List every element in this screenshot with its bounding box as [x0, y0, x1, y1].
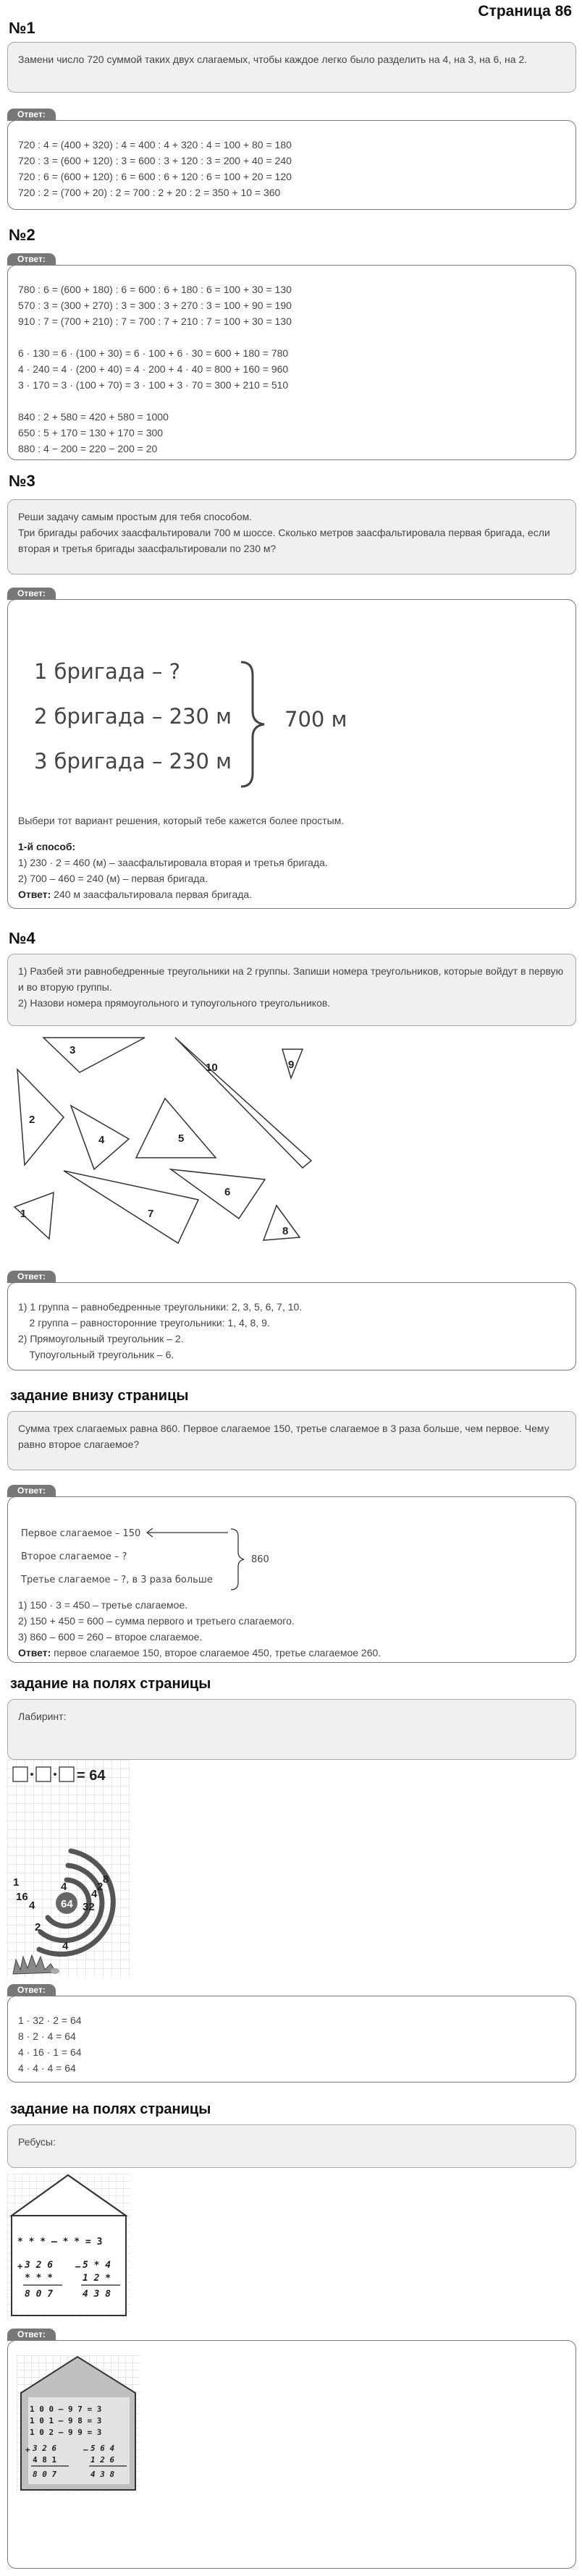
answer-line: 1) 1 группа – равнобедренные треугольники: 2, 3, 5, 6, 7, 10.	[18, 1301, 303, 1313]
maze-number: 4	[91, 1888, 98, 1900]
solution-add-top: 3 2 6	[33, 2444, 57, 2453]
task2-heading: №2	[9, 226, 35, 244]
answer-line: 720 : 4 = (400 + 320) : 4 = 400 : 4 + 320 : 4 = 100 + 80 = 180	[18, 139, 292, 151]
scheme-row-3: Третье слагаемое – ?, в 3 раза больше	[21, 1575, 213, 1585]
task4-answer	[7, 1282, 576, 1370]
solution-step: 2) 150 + 450 = 600 – сумма первого и третьего слагаемого.	[18, 1615, 295, 1627]
triangle-label: 8	[282, 1225, 289, 1237]
triangle-label: 6	[224, 1186, 231, 1198]
answer-label: Ответ:	[18, 889, 51, 900]
task2-answer	[7, 265, 576, 460]
task3-scheme	[18, 616, 565, 804]
solution-add-result: 8 0 7	[33, 2470, 57, 2479]
triangles-figure	[0, 1028, 333, 1266]
answer-line: 2 группа – равносторонние треугольники: 1, 4, 8, 9.	[18, 1317, 270, 1329]
answer-line: Тупоугольный треугольник – 6.	[18, 1349, 174, 1360]
svg-text:–: –	[83, 2445, 88, 2454]
answer-text: первое слагаемое 150, второе слагаемое 450, третье слагаемое 260.	[51, 1647, 381, 1658]
solution-equation: 1 0 1 – 9 8 = 3	[30, 2416, 102, 2425]
bottom-scheme	[18, 1513, 565, 1597]
maze-number: 2	[97, 1881, 104, 1893]
task4-text-line: 2) Назови номера прямоугольного и тупоугольного треугольников.	[18, 997, 331, 1009]
task3-text-line: Три бригады рабочих заасфальтировали 700 м шоссе. Сколько метров заасфальтировала первая бригада, если вторая и третья бригады заасфальтировали по 230 м?	[18, 527, 550, 554]
task1-text: Замени число 720 суммой таких двух слагаемых, чтобы каждое легко было разделить на 4, на 3, на 6, на 2.	[18, 54, 528, 65]
task4-answer-tag: Ответ:	[7, 1271, 56, 1283]
bottom-answer	[7, 1496, 576, 1663]
task3-answer-tag: Ответ:	[7, 588, 56, 600]
margin2-answer-tag: Ответ:	[7, 2329, 56, 2341]
scheme-brace	[235, 659, 279, 789]
rebus-add-top: 3 2 6	[25, 2260, 54, 2271]
answer-line: 840 : 2 + 580 = 420 + 580 = 1000	[18, 411, 169, 423]
margin1-answer-tag: Ответ:	[7, 1984, 56, 1996]
margin1-heading: задание на полях страницы	[10, 1676, 211, 1692]
maze-number: 64	[61, 1898, 73, 1910]
solution-add-mid: 4 8 1	[33, 2455, 57, 2465]
task3-choose-text: Выбери тот вариант решения, который тебе кажется более простым.	[18, 815, 345, 826]
margin2-statement	[7, 2124, 576, 2168]
rebus-solution-figure	[17, 2355, 140, 2493]
answer-line: 1 · 32 · 2 = 64	[18, 2014, 82, 2026]
scheme-total: 860	[251, 1554, 269, 1565]
task3-final-answer	[18, 886, 565, 902]
margin1-statement	[7, 1699, 576, 1760]
bottom-task-text: Сумма трех слагаемых равна 860. Первое слагаемое 150, третье слагаемое в 3 раза больше, чем первое. Чему равно второе слагаемое?	[18, 1423, 549, 1450]
triangle-label: 7	[148, 1208, 154, 1220]
rebus-puzzle-figure	[7, 2174, 130, 2318]
solution-step: 2) 700 – 460 = 240 (м) – первая бригада.	[18, 873, 208, 884]
task3-text-line: Реши задачу самым простым для тебя способом.	[18, 511, 253, 522]
task3-heading: №3	[9, 472, 35, 490]
rebus-add-mid: * * *	[25, 2273, 54, 2284]
maze-number: 1	[13, 1876, 20, 1889]
margin2-answer	[7, 2340, 576, 2569]
triangle-5	[136, 1098, 216, 1158]
answer-line: 780 : 6 = (600 + 180) : 6 = 600 : 6 + 180 : 6 = 100 + 30 = 130	[18, 284, 292, 295]
answer-line: 2) Прямоугольный треугольник – 2.	[18, 1333, 184, 1344]
bottom-task-heading: задание внизу страницы	[10, 1388, 189, 1404]
scheme-row-1: 1 бригада – ?	[34, 659, 180, 684]
maze-number: 32	[83, 1901, 95, 1913]
task4-statement	[7, 954, 576, 1026]
scheme-arrow-brace	[141, 1526, 250, 1591]
answer-line: 4 · 16 · 1 = 64	[18, 2046, 82, 2058]
task1-answer	[7, 120, 576, 210]
bottom-answer-tag: Ответ:	[7, 1485, 56, 1497]
maze-number: 4	[61, 1881, 67, 1893]
equation-boxes	[13, 1767, 106, 1784]
answer-line: 720 : 3 = (600 + 120) : 3 = 600 : 3 + 120 : 3 = 200 + 40 = 240	[18, 155, 292, 166]
answer-label: Ответ:	[18, 1647, 51, 1658]
svg-text:–: –	[75, 2261, 81, 2271]
answer-line: 910 : 7 = (700 + 210) : 7 = 700 : 7 + 210 : 7 = 100 + 30 = 130	[18, 315, 292, 327]
rebus-equation: * * * – * * = 3	[17, 2237, 103, 2247]
solution-sub-top: 5 6 4	[90, 2444, 115, 2453]
solution-step: 3) 860 – 600 = 260 – второе слагаемое.	[18, 1631, 203, 1643]
solution-equation: 1 0 2 – 9 9 = 3	[30, 2428, 102, 2437]
maze-number: 8	[103, 1873, 109, 1886]
solution-equation: 1 0 0 – 9 7 = 3	[30, 2405, 102, 2414]
solution-step: 1) 150 · 3 = 450 – третье слагаемое.	[18, 1599, 188, 1611]
triangle-label: 10	[206, 1062, 218, 1074]
task3-answer	[7, 599, 576, 909]
maze-figure	[7, 1760, 130, 1977]
answer-line: 4 · 4 · 4 = 64	[18, 2062, 76, 2074]
answer-line: 720 : 6 = (600 + 120) : 6 = 600 : 6 + 120 : 6 = 100 + 20 = 120	[18, 171, 292, 182]
answer-line: 4 · 240 = 4 · (200 + 40) = 4 · 200 + 4 · 40 = 800 + 160 = 960	[18, 363, 289, 375]
solution-step: 1) 230 · 2 = 460 (м) – заасфальтировала вторая и третья бригада.	[18, 857, 328, 868]
triangle-2	[17, 1069, 64, 1165]
margin1-answer	[7, 1996, 576, 2083]
triangle-3	[43, 1038, 145, 1072]
answer-line: 720 : 2 = (700 + 20) : 2 = 700 : 2 + 20 : 2 = 350 + 10 = 360	[18, 187, 281, 198]
svg-text:+: +	[17, 2261, 23, 2271]
scheme-row-2: 2 бригада – 230 м	[34, 704, 232, 729]
rebus-sub-top: 5 * 4	[83, 2260, 111, 2271]
task3-statement	[7, 499, 576, 575]
maze-number: 4	[29, 1899, 35, 1912]
maze-number: 4	[62, 1940, 69, 1952]
triangle-7	[64, 1171, 198, 1243]
page-title: Страница 86	[478, 3, 572, 20]
triangle-label: 3	[69, 1044, 76, 1056]
bottom-task-statement	[7, 1411, 576, 1470]
task3-method-title: 1-й способ:	[18, 841, 76, 852]
answer-line: 8 · 2 · 4 = 64	[18, 2030, 76, 2042]
task2-answer-tag: Ответ:	[7, 253, 56, 266]
answer-line: 570 : 3 = (300 + 270) : 3 = 300 : 3 + 270 : 3 = 100 + 90 = 190	[18, 300, 292, 311]
answer-text: 240 м заасфальтировала первая бригада.	[51, 889, 253, 900]
scheme-total: 700 м	[284, 707, 347, 732]
triangle-label: 1	[20, 1208, 27, 1220]
task4-heading: №4	[9, 929, 35, 947]
scheme-row-2: Второе слагаемое – ?	[21, 1551, 127, 1562]
triangle-label: 9	[288, 1059, 295, 1071]
answer-line: 650 : 5 + 170 = 130 + 170 = 300	[18, 427, 164, 438]
solution-sub-result: 4 3 8	[90, 2470, 115, 2479]
rebus-add-result: 8 0 7	[25, 2289, 54, 2300]
rebus-sub-mid: 1 2 *	[83, 2273, 111, 2284]
svg-text:+: +	[25, 2445, 30, 2454]
equation-result: = 64	[77, 1768, 106, 1784]
solution-sub-mid: 1 2 6	[90, 2455, 115, 2465]
maze-number: 2	[35, 1921, 41, 1933]
margin1-text: Лабиринт:	[18, 1711, 67, 1722]
bottom-final-answer	[18, 1645, 565, 1661]
scheme-row-3: 3 бригада – 230 м	[34, 749, 232, 774]
margin2-heading: задание на полях страницы	[10, 2101, 211, 2117]
task4-text-line: 1) Разбей эти равнобедренные треугольники на 2 группы. Запиши номера треугольников, которые войдут в первую и во вторую группы.	[18, 965, 564, 993]
task1-answer-tag: Ответ:	[7, 109, 56, 121]
triangle-label: 2	[29, 1114, 35, 1126]
answer-line: 3 · 170 = 3 · (100 + 70) = 3 · 100 + 3 · 70 = 300 + 210 = 510	[18, 379, 289, 391]
triangle-label: 5	[178, 1132, 185, 1145]
margin2-text: Ребусы:	[18, 2136, 56, 2148]
triangle-8	[263, 1206, 300, 1240]
answer-line: 6 · 130 = 6 · (100 + 30) = 6 · 100 + 6 · 30 = 600 + 180 = 780	[18, 347, 289, 359]
answer-line: 880 : 4 − 200 = 220 − 200 = 20	[18, 443, 158, 454]
rebus-sub-result: 4 3 8	[83, 2289, 111, 2300]
triangle-label: 4	[98, 1134, 105, 1146]
task1-heading: №1	[9, 19, 35, 37]
task1-statement	[7, 42, 576, 93]
scheme-row-1: Первое слагаемое – 150	[21, 1528, 141, 1539]
maze-number: 16	[16, 1891, 28, 1903]
